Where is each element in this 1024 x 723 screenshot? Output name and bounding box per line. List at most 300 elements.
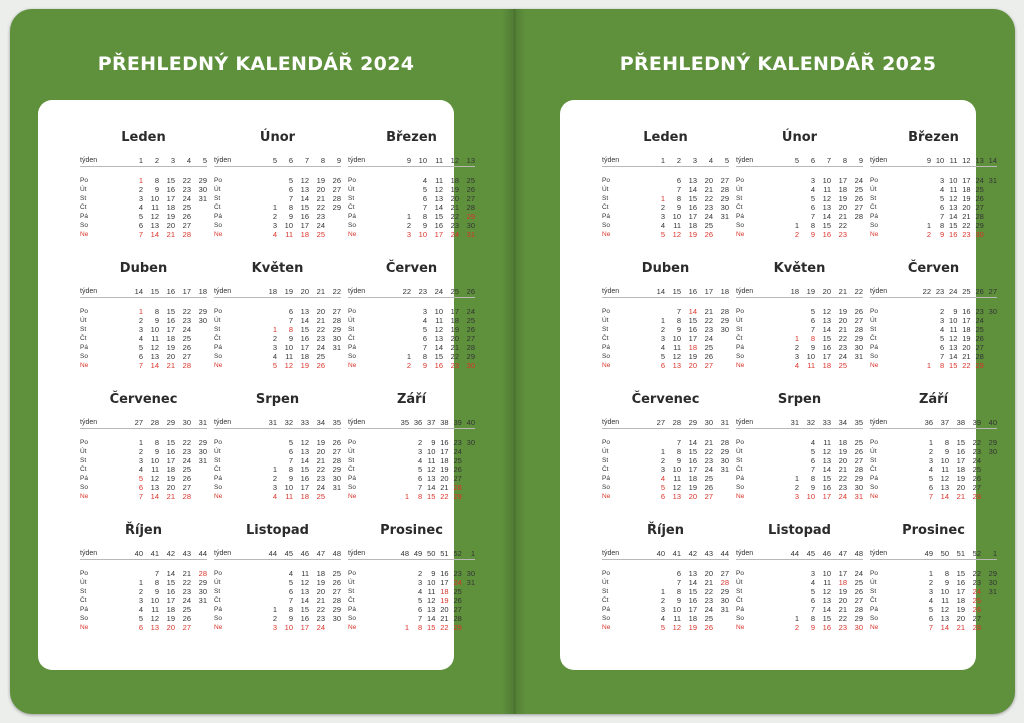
day-number: 11: [949, 325, 958, 334]
week-number: 44: [268, 549, 277, 558]
day-number: 5: [138, 474, 143, 483]
weekday-label: So: [80, 353, 88, 360]
weekday-label: Čt: [870, 466, 877, 473]
day-number: 30: [466, 221, 475, 230]
weekday-row: [870, 438, 997, 447]
week-number: 41: [672, 549, 681, 558]
weekday-row: [736, 176, 863, 185]
week-number: 2: [154, 156, 159, 165]
day-number: 12: [672, 230, 681, 239]
week-number: 39: [972, 418, 981, 427]
day-number: 26: [332, 176, 341, 185]
weekday-row: [214, 325, 341, 334]
week-number: 45: [284, 549, 293, 558]
day-number: 15: [956, 438, 965, 447]
weekday-row: [870, 587, 997, 596]
day-number: 20: [450, 194, 459, 203]
week-number: 2: [676, 156, 681, 165]
day-number: 11: [807, 361, 815, 370]
day-number: 11: [427, 587, 436, 596]
day-number: 25: [316, 230, 325, 239]
weekday-row: [80, 221, 207, 230]
month-name: Únor: [781, 130, 818, 145]
weekday-label: Ne: [214, 493, 223, 500]
day-number: 9: [288, 474, 293, 483]
day-number: 3: [422, 307, 427, 316]
day-number: 6: [676, 569, 681, 578]
weekday-label: Čt: [214, 466, 221, 473]
day-number: 23: [704, 456, 713, 465]
day-number: 16: [688, 456, 697, 465]
day-number: 25: [704, 614, 713, 623]
day-number: 25: [316, 492, 325, 501]
day-number: 11: [673, 614, 681, 623]
day-number: 19: [166, 614, 175, 623]
day-number: 20: [166, 352, 175, 361]
week-number: 22: [332, 287, 341, 296]
day-number: 29: [332, 605, 341, 614]
weekday-row: [348, 587, 475, 596]
week-number: 51: [956, 549, 965, 558]
week-number-row: [736, 155, 863, 167]
day-number: 20: [316, 185, 325, 194]
weekday-row: [870, 334, 997, 343]
weekday-label: Po: [870, 308, 878, 315]
day-number: 20: [838, 316, 847, 325]
day-number: 25: [972, 596, 981, 605]
day-number: 11: [151, 334, 159, 343]
day-number: 1: [926, 361, 931, 370]
weekday-label: Pá: [736, 606, 744, 613]
day-number: 29: [975, 221, 984, 230]
weekday-row: [348, 176, 475, 185]
day-number: 5: [288, 438, 293, 447]
month-name: Duben: [641, 261, 690, 276]
day-number: 28: [972, 492, 981, 501]
day-number: 13: [672, 361, 681, 370]
weekday-label: Po: [602, 570, 610, 577]
month-name: Červenec: [631, 392, 700, 407]
week-number: 50: [940, 549, 949, 558]
day-number: 22: [316, 465, 325, 474]
day-number: 20: [316, 587, 325, 596]
weekday-label: Pá: [348, 606, 356, 613]
day-number: 13: [300, 587, 309, 596]
week-label: týden: [80, 157, 98, 164]
day-number: 7: [138, 230, 143, 239]
day-number: 2: [794, 623, 799, 632]
week-number: 22: [922, 287, 931, 296]
day-number: 5: [810, 307, 815, 316]
day-number: 10: [949, 176, 958, 185]
weekday-label: Po: [80, 177, 88, 184]
day-number: 25: [466, 176, 475, 185]
day-number: 14: [434, 343, 443, 352]
day-number: 24: [972, 456, 981, 465]
day-number: 16: [440, 438, 449, 447]
day-number: 5: [272, 361, 277, 370]
day-number: 10: [150, 596, 159, 605]
weekday-label: So: [214, 615, 222, 622]
day-number: 9: [431, 569, 436, 578]
week-label: týden: [80, 419, 98, 426]
day-number: 4: [794, 361, 799, 370]
day-number: 14: [822, 465, 831, 474]
day-number: 5: [810, 447, 815, 456]
weekday-label: So: [348, 353, 356, 360]
day-number: 18: [166, 465, 175, 474]
weekday-label: Čt: [348, 597, 355, 604]
week-label: týden: [348, 419, 366, 426]
day-number: 22: [316, 325, 325, 334]
day-number: 22: [704, 587, 713, 596]
day-number: 8: [154, 438, 159, 447]
day-number: 8: [676, 447, 681, 456]
day-number: 6: [810, 456, 815, 465]
day-number: 10: [284, 221, 293, 230]
week-number: 6: [810, 156, 815, 165]
week-label: týden: [870, 550, 888, 557]
day-number: 6: [810, 316, 815, 325]
day-number: 26: [182, 474, 191, 483]
week-number: 16: [166, 287, 175, 296]
day-number: 3: [418, 447, 423, 456]
weekday-label: Čt: [736, 597, 743, 604]
day-number: 4: [288, 569, 293, 578]
day-number: 28: [720, 438, 729, 447]
weekday-label: Út: [736, 448, 743, 455]
day-number: 11: [673, 343, 681, 352]
weekday-label: Ne: [870, 624, 879, 631]
day-number: 12: [822, 447, 831, 456]
day-number: 17: [440, 578, 449, 587]
day-number: 24: [466, 307, 475, 316]
day-number: 15: [300, 465, 309, 474]
day-number: 22: [962, 361, 971, 370]
day-number: 10: [150, 456, 159, 465]
weekday-label: So: [736, 615, 744, 622]
day-number: 6: [810, 596, 815, 605]
day-number: 8: [418, 492, 423, 501]
day-number: 10: [940, 587, 949, 596]
day-number: 24: [975, 176, 984, 185]
day-number: 4: [940, 325, 945, 334]
weekday-label: St: [80, 195, 87, 202]
day-number: 3: [660, 465, 665, 474]
weekday-row: [214, 212, 341, 221]
day-number: 19: [962, 194, 971, 203]
week-number-row: [348, 286, 475, 298]
day-number: 28: [332, 456, 341, 465]
day-number: 20: [688, 492, 697, 501]
day-number: 15: [427, 492, 436, 501]
day-number: 21: [450, 343, 459, 352]
day-number: 29: [720, 194, 729, 203]
week-number: 6: [288, 156, 293, 165]
day-number: 14: [300, 456, 309, 465]
day-number: 5: [928, 605, 933, 614]
week-number: 29: [688, 418, 697, 427]
day-number: 4: [422, 316, 427, 325]
day-number: 20: [838, 456, 847, 465]
weekday-label: Pá: [870, 344, 878, 351]
day-number: 26: [453, 596, 462, 605]
day-number: 12: [822, 307, 831, 316]
day-number: 26: [182, 614, 191, 623]
day-number: 22: [182, 176, 191, 185]
day-number: 12: [672, 623, 681, 632]
day-number: 23: [182, 185, 191, 194]
day-number: 12: [300, 578, 309, 587]
day-number: 1: [794, 334, 799, 343]
day-number: 7: [154, 569, 159, 578]
weekday-label: Út: [348, 186, 355, 193]
day-number: 14: [822, 325, 831, 334]
day-number: 29: [198, 438, 207, 447]
day-number: 16: [440, 569, 449, 578]
weekday-row: [214, 194, 341, 203]
weekday-label: Čt: [736, 335, 743, 342]
day-number: 31: [854, 352, 863, 361]
weekday-label: St: [214, 195, 221, 202]
day-number: 8: [422, 352, 427, 361]
day-number: 23: [838, 623, 847, 632]
weekday-row: [602, 334, 729, 343]
week-number: 27: [988, 287, 997, 296]
month-block: [736, 521, 863, 639]
day-number: 3: [138, 456, 143, 465]
day-number: 12: [427, 465, 436, 474]
week-label: týden: [80, 550, 98, 557]
weekday-label: Po: [602, 177, 610, 184]
week-number-row: [602, 548, 729, 560]
day-number: 9: [676, 325, 681, 334]
weekday-row: [602, 316, 729, 325]
day-number: 2: [138, 316, 143, 325]
day-number: 13: [822, 596, 831, 605]
weekday-row: [602, 221, 729, 230]
day-number: 9: [422, 361, 427, 370]
day-number: 18: [956, 596, 965, 605]
day-number: 9: [676, 203, 681, 212]
day-number: 1: [138, 307, 143, 316]
day-number: 20: [440, 605, 449, 614]
day-number: 2: [928, 578, 933, 587]
day-number: 21: [166, 230, 175, 239]
weekday-label: Út: [348, 448, 355, 455]
weekday-label: Čt: [214, 597, 221, 604]
day-number: 24: [704, 465, 713, 474]
day-number: 12: [427, 596, 436, 605]
day-number: 30: [975, 230, 984, 239]
week-number: 5: [202, 156, 207, 165]
day-number: 9: [288, 614, 293, 623]
week-number: 23: [935, 287, 945, 296]
day-number: 30: [720, 596, 729, 605]
day-number: 24: [838, 492, 847, 501]
day-number: 13: [688, 176, 697, 185]
day-number: 17: [838, 569, 847, 578]
month-block: [736, 128, 863, 246]
day-number: 9: [422, 221, 427, 230]
day-number: 13: [300, 307, 309, 316]
week-number: 41: [150, 549, 159, 558]
week-number: 24: [434, 287, 443, 296]
day-number: 27: [854, 456, 863, 465]
day-number: 3: [418, 578, 423, 587]
month-name: Srpen: [255, 392, 300, 407]
weekday-label: Pá: [80, 213, 88, 220]
weekday-row: [214, 343, 341, 352]
day-number: 15: [166, 438, 175, 447]
weekday-label: Čt: [80, 335, 87, 342]
weekday-label: Pá: [602, 344, 610, 351]
day-number: 25: [975, 185, 984, 194]
weekday-label: Út: [80, 317, 87, 324]
calendar-sheet: [38, 100, 475, 670]
day-number: 19: [688, 352, 697, 361]
week-number-row: [870, 155, 997, 167]
day-number: 26: [466, 185, 475, 194]
day-number: 6: [138, 221, 143, 230]
day-number: 13: [949, 203, 958, 212]
day-number: 2: [272, 474, 277, 483]
day-number: 15: [166, 176, 175, 185]
day-number: 13: [688, 569, 697, 578]
day-number: 20: [956, 614, 965, 623]
day-number: 25: [453, 456, 462, 465]
weekday-row: [348, 361, 475, 370]
day-number: 15: [300, 605, 309, 614]
weekday-label: Čt: [214, 335, 221, 342]
month-name: Prosinec: [380, 523, 443, 538]
weekday-label: So: [602, 615, 610, 622]
week-label: týden: [214, 419, 232, 426]
day-number: 19: [838, 307, 847, 316]
day-number: 4: [138, 605, 143, 614]
day-number: 31: [720, 465, 729, 474]
week-number-row: [80, 548, 207, 560]
weekday-label: Ne: [736, 493, 745, 500]
week-number: 1: [138, 156, 143, 165]
day-number: 28: [466, 343, 475, 352]
day-number: 23: [316, 334, 325, 343]
day-number: 23: [450, 361, 459, 370]
week-number: 1: [992, 549, 997, 558]
day-number: 11: [427, 456, 436, 465]
day-number: 20: [962, 203, 971, 212]
day-number: 20: [440, 474, 449, 483]
day-number: 1: [404, 492, 409, 501]
weekday-label: Pá: [870, 213, 878, 220]
day-number: 22: [704, 316, 713, 325]
day-number: 2: [794, 343, 799, 352]
day-number: 15: [822, 334, 831, 343]
day-number: 6: [288, 307, 293, 316]
day-number: 13: [949, 343, 958, 352]
weekday-row: [870, 221, 997, 230]
weekday-row: [870, 307, 997, 316]
week-number: 17: [182, 287, 191, 296]
weekday-row: [214, 176, 341, 185]
weekday-label: Po: [870, 439, 878, 446]
day-number: 1: [272, 605, 277, 614]
week-label: týden: [348, 157, 366, 164]
weekday-label: Út: [602, 317, 609, 324]
day-number: 8: [154, 307, 159, 316]
month-name: Září: [396, 392, 427, 407]
weekday-row: [736, 483, 863, 492]
day-number: 22: [838, 614, 847, 623]
weekday-row: [736, 605, 863, 614]
week-number: 17: [704, 287, 713, 296]
weekday-row: [602, 623, 729, 632]
day-number: 17: [166, 194, 175, 203]
day-number: 29: [453, 492, 462, 501]
day-number: 23: [316, 212, 325, 221]
day-number: 23: [316, 474, 325, 483]
week-number: 34: [838, 418, 847, 427]
day-number: 16: [434, 221, 443, 230]
day-number: 28: [332, 596, 341, 605]
day-number: 12: [940, 605, 949, 614]
weekday-row: [870, 578, 997, 587]
day-number: 6: [138, 352, 143, 361]
weekday-row: [348, 492, 475, 501]
day-number: 21: [166, 361, 175, 370]
day-number: 12: [949, 194, 958, 203]
weekday-label: Út: [214, 317, 221, 324]
weekday-label: Ne: [602, 362, 611, 369]
day-number: 15: [427, 623, 436, 632]
page-title: PŘEHLEDNÝ KALENDÁŘ 2025: [619, 53, 937, 75]
weekday-row: [736, 456, 863, 465]
weekday-row: [348, 605, 475, 614]
day-number: 24: [704, 212, 713, 221]
day-number: 3: [406, 230, 411, 239]
day-number: 5: [418, 596, 423, 605]
day-number: 31: [332, 483, 341, 492]
day-number: 12: [940, 474, 949, 483]
day-number: 5: [138, 212, 143, 221]
day-number: 3: [660, 605, 665, 614]
weekday-label: St: [602, 588, 609, 595]
week-number: 1: [660, 156, 665, 165]
day-number: 27: [975, 203, 984, 212]
day-number: 16: [688, 596, 697, 605]
weekday-label: Út: [870, 317, 877, 324]
day-number: 8: [676, 587, 681, 596]
weekday-row: [602, 483, 729, 492]
day-number: 17: [822, 492, 831, 501]
day-number: 9: [953, 307, 958, 316]
day-number: 4: [660, 221, 665, 230]
day-number: 4: [660, 474, 665, 483]
week-number-row: [870, 417, 997, 429]
week-number: 24: [949, 287, 958, 296]
day-number: 7: [810, 212, 815, 221]
week-number: 50: [427, 549, 436, 558]
day-number: 10: [672, 465, 681, 474]
month-block: [736, 259, 863, 377]
day-number: 15: [300, 325, 309, 334]
day-number: 24: [704, 605, 713, 614]
week-number-row: [80, 417, 207, 429]
weekday-row: [348, 316, 475, 325]
weekday-label: Čt: [602, 597, 609, 604]
day-number: 21: [450, 203, 459, 212]
weekday-label: Pá: [602, 606, 610, 613]
